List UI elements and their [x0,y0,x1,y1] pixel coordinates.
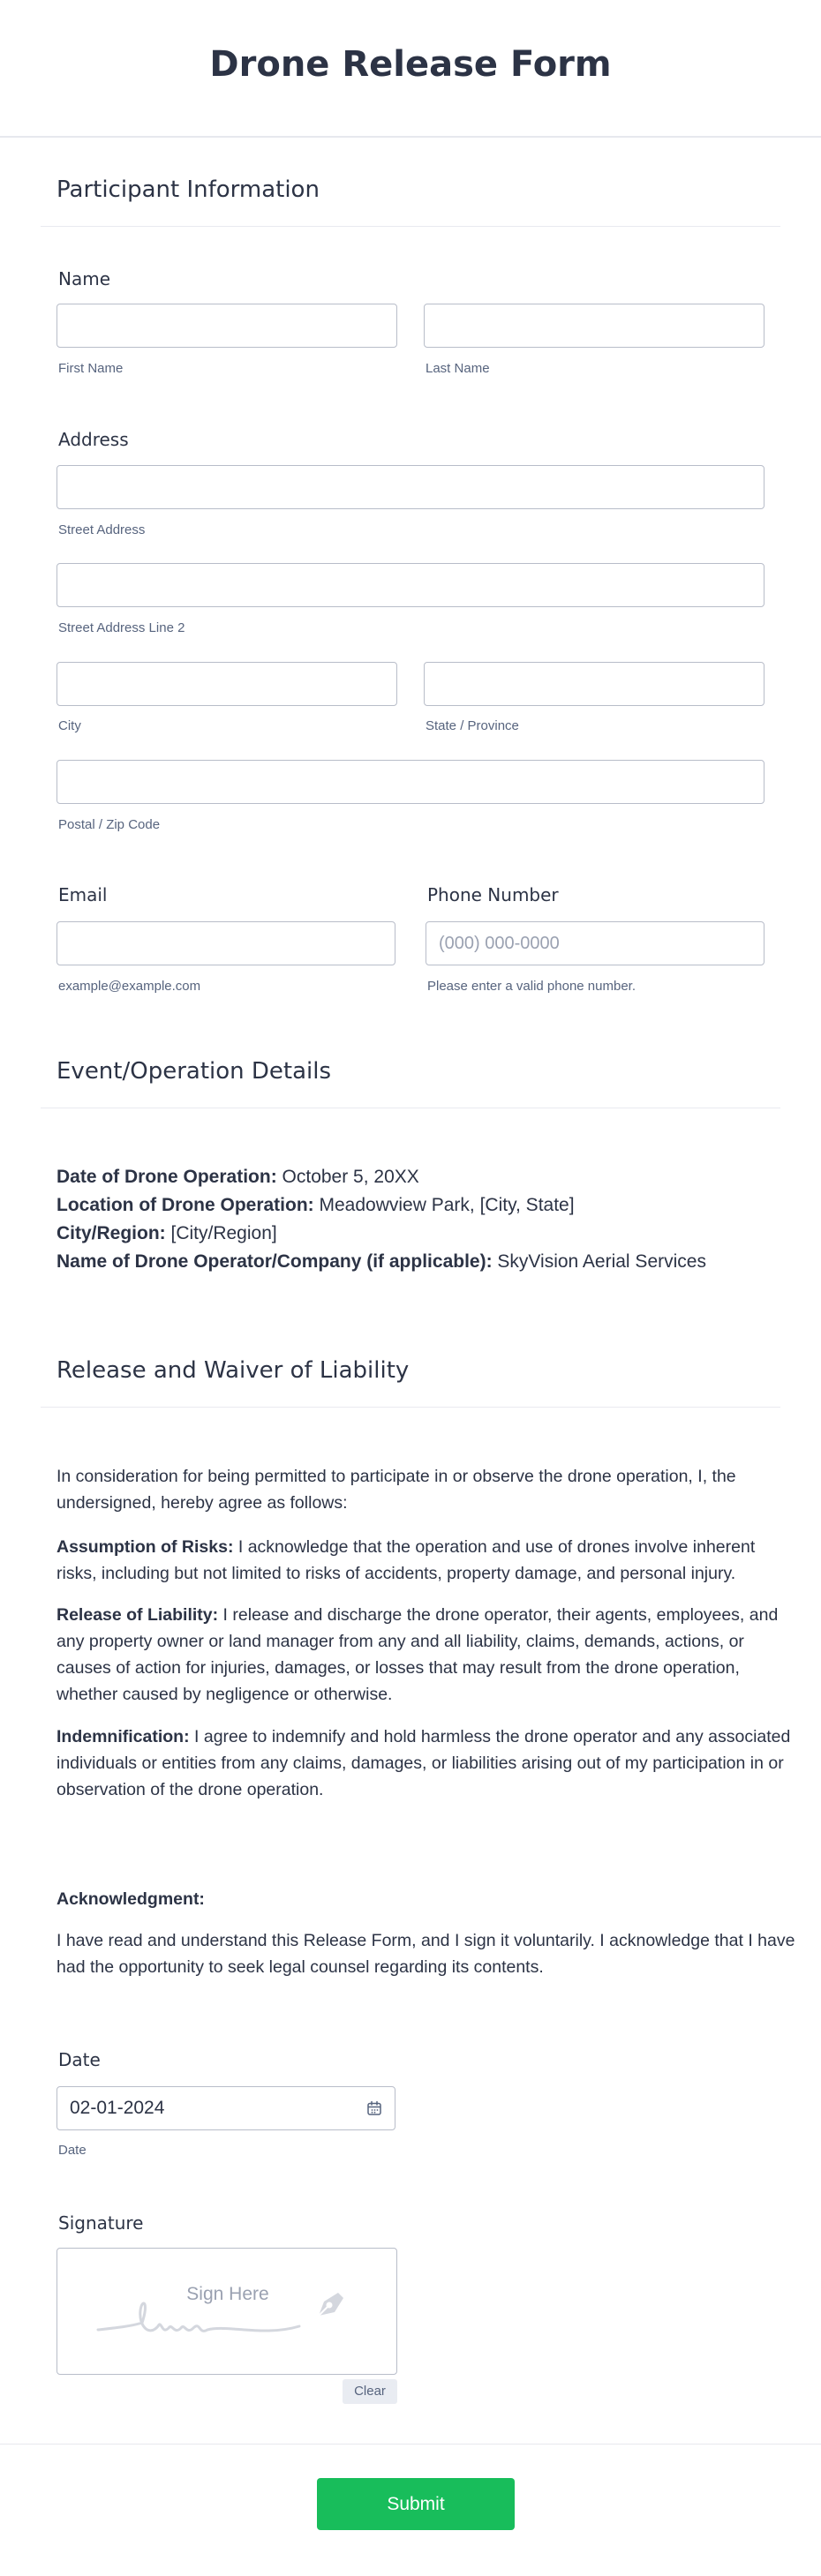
phone-sublabel: Please enter a valid phone number. [427,979,636,994]
signature-placeholder: Sign Here [186,2284,269,2304]
date-sublabel: Date [58,2143,87,2158]
submit-button[interactable]: Submit [317,2478,515,2530]
calendar-icon[interactable] [366,2100,382,2116]
pen-nib-icon [312,2284,350,2323]
signature-label: Signature [58,2212,144,2234]
last-name-sublabel: Last Name [426,361,490,376]
email-sublabel: example@example.com [58,979,201,994]
address-label: Address [58,429,129,450]
clear-signature-button[interactable]: Clear [343,2379,397,2404]
street-address-input[interactable] [56,465,765,509]
last-name-input[interactable] [424,304,765,348]
state-sublabel: State / Province [426,718,519,733]
section-title-event: Event/Operation Details [56,1058,332,1085]
phone-label: Phone Number [427,884,559,905]
date-value: 02-01-2024 [70,2098,165,2118]
email-input[interactable] [56,921,395,965]
street-address-line2-sublabel: Street Address Line 2 [58,620,185,635]
date-label: Date [58,2049,101,2070]
section-title-release: Release and Waiver of Liability [56,1357,410,1384]
phone-placeholder: (000) 000-0000 [439,934,560,953]
detail-city: City/Region: [City/Region] [56,1223,277,1243]
city-input[interactable] [56,662,397,706]
event-details [56,1163,798,1276]
signature-pad[interactable] [56,2248,397,2375]
zip-input[interactable] [56,760,765,804]
state-input[interactable] [424,662,765,706]
street-address-line2-input[interactable] [56,563,765,607]
city-sublabel: City [58,718,81,733]
acknowledgment-text: I have read and understand this Release Form, and I sign it voluntarily. I acknowledge that I have had the opportunity to seek legal counsel regarding its contents. [56,1931,795,1977]
form-title: Drone Release Form [209,44,612,85]
first-name-input[interactable] [56,304,397,348]
email-label: Email [58,884,108,905]
zip-sublabel: Postal / Zip Code [58,817,161,832]
section-divider [41,1407,780,1408]
date-input[interactable] [56,2086,395,2130]
form-header [0,0,821,138]
street-address-sublabel: Street Address [58,522,146,537]
release-intro: In consideration for being permitted to participate in or observe the drone operation, I, the undersigned, hereby agree as follows: [56,1467,736,1513]
release-risks: Assumption of Risks: I acknowledge that the operation and use of drones involve inherent risks, including but not limited to risks of accidents, property damage, and personal injury. [56,1537,756,1583]
release-liability: Release of Liability: I release and discharge the drone operator, their agents, employees, and any property owner or land manager from any and all liability, claims, demands, actions, or causes of action for injuries, damages, or losses that may result from the drone operation, whether caused by negligence or otherwise. [56,1605,779,1704]
first-name-sublabel: First Name [58,361,124,376]
detail-location: Location of Drone Operation: Meadowview Park, [City, State] [56,1195,575,1215]
detail-date: Date of Drone Operation: October 5, 20XX [56,1167,419,1187]
phone-input[interactable] [426,921,765,965]
name-label: Name [58,268,111,289]
section-title-participant: Participant Information [56,176,320,203]
acknowledgment-title: Acknowledgment: [56,1889,205,1909]
footer-divider [0,2444,821,2445]
section-divider [41,226,780,227]
release-indemnification: Indemnification: I agree to indemnify and hold harmless the drone operator and any associated individuals or entities from any claims, damages, or liabilities arising out of my participation in or observation of the drone operation. [56,1727,791,1799]
detail-operator: Name of Drone Operator/Company (if applicable): SkyVision Aerial Services [56,1251,706,1272]
